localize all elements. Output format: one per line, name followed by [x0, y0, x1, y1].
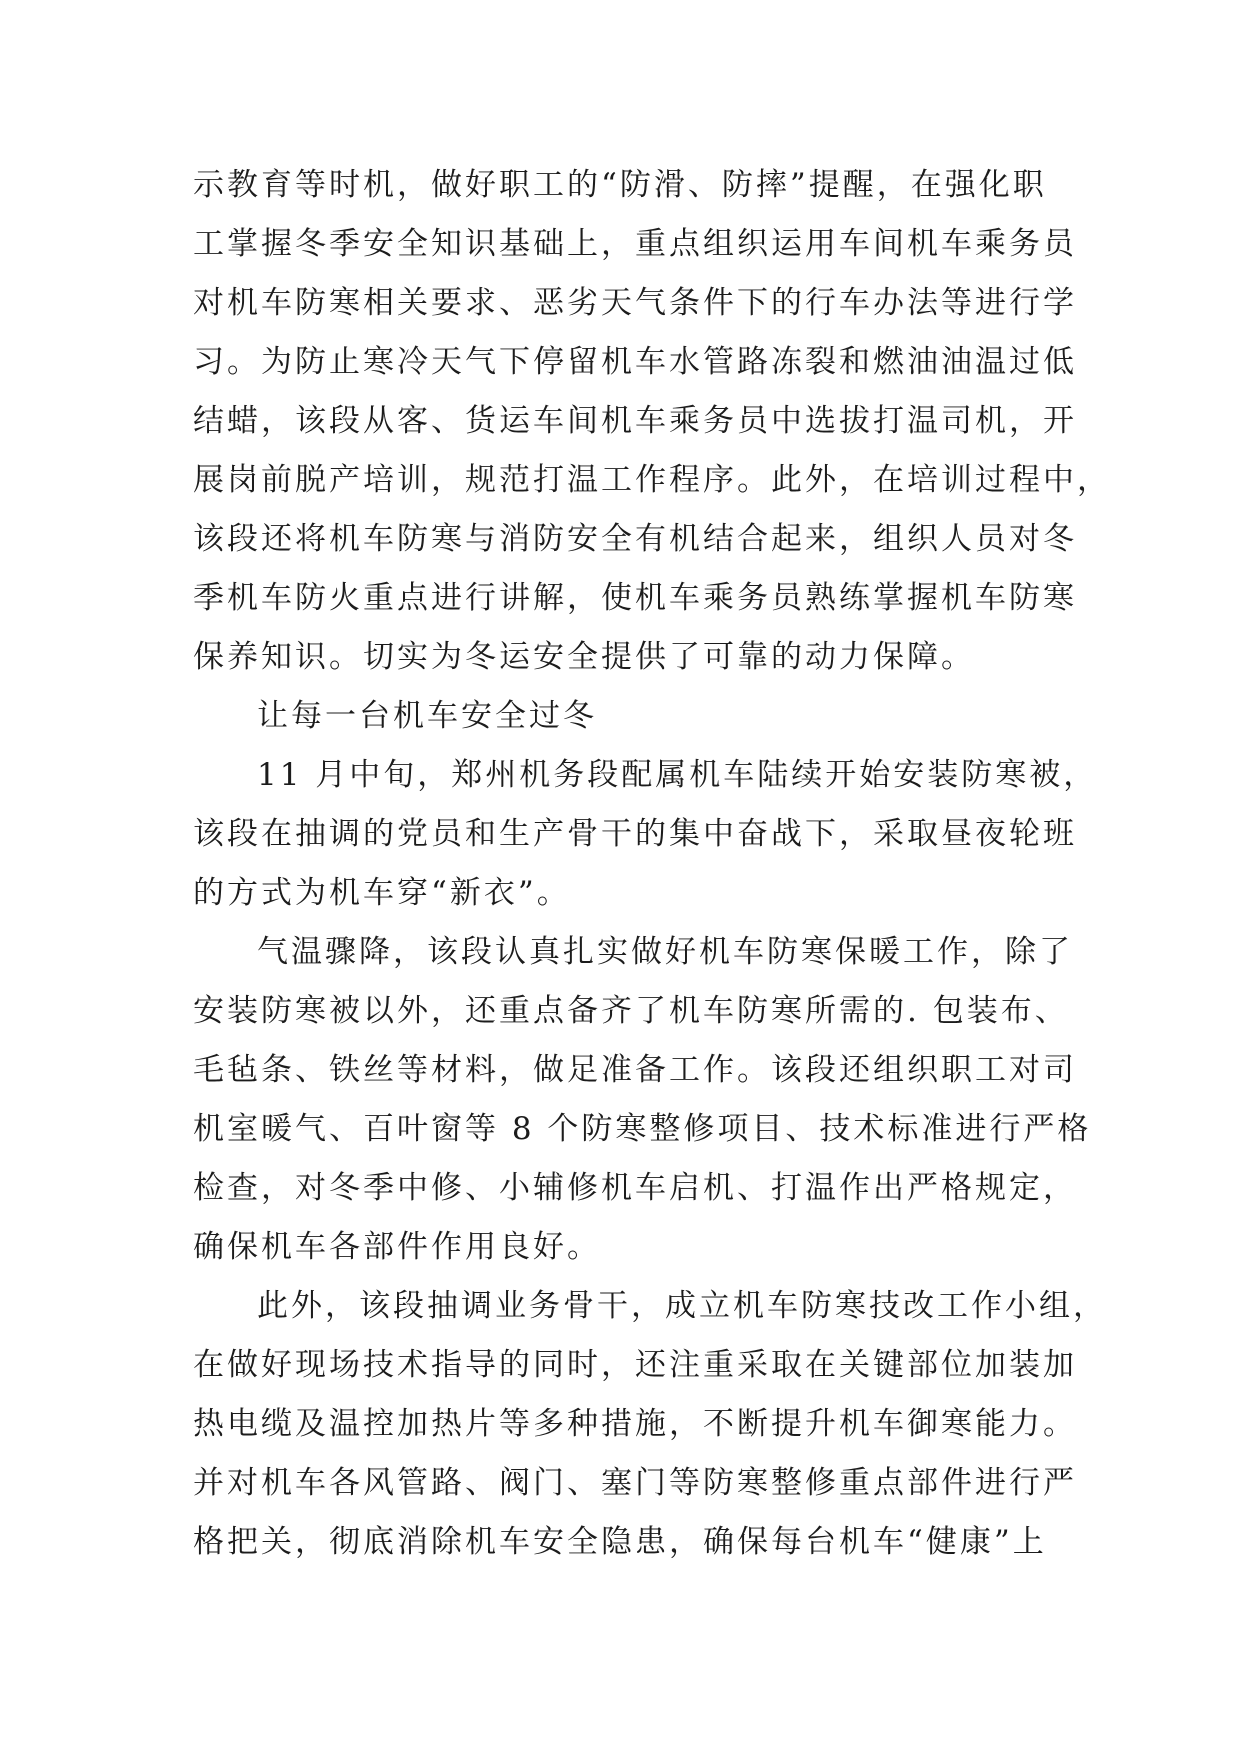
- text-line: 检查，对冬季中修、小辅修机车启机、打温作出严格规定，: [193, 1170, 1077, 1206]
- text-line: 毛毡条、铁丝等材料，做足准备工作。该段还组织职工对司: [193, 1052, 1077, 1088]
- text-line: 结蜡，该段从客、货运车间机车乘务员中选拔打温司机，开: [193, 403, 1077, 439]
- text-line: 展岗前脱产培训，规范打温工作程序。此外，在培训过程中，: [193, 462, 1111, 498]
- paragraph-first-line: 11 月中旬，郑州机务段配属机车陆续开始安装防寒被，: [257, 757, 1098, 793]
- text-line: 习。为防止寒冷天气下停留机车水管路冻裂和燃油油温过低: [193, 344, 1077, 380]
- text-line: 的方式为机车穿“新衣”。: [193, 875, 571, 911]
- paragraph-first-line: 此外，该段抽调业务骨干，成立机车防寒技改工作小组，: [257, 1288, 1107, 1324]
- paragraph-first-line: 气温骤降，该段认真扎实做好机车防寒保暖工作，除了: [257, 934, 1073, 970]
- text-line: 工掌握冬季安全知识基础上，重点组织运用车间机车乘务员: [193, 226, 1077, 262]
- paragraph-first-line: 让每一台机车安全过冬: [257, 698, 597, 734]
- text-line: 对机车防寒相关要求、恶劣天气条件下的行车办法等进行学: [193, 285, 1077, 321]
- text-line: 机室暖气、百叶窗等 8 个防寒整修项目、技术标准进行严格: [193, 1111, 1092, 1147]
- text-line: 确保机车各部件作用良好。: [193, 1229, 601, 1265]
- text-line: 季机车防火重点进行讲解，使机车乘务员熟练掌握机车防寒: [193, 580, 1077, 616]
- text-line: 安装防寒被以外，还重点备齐了机车防寒所需的. 包装布、: [193, 993, 1069, 1029]
- text-line: 热电缆及温控加热片等多种措施，不断提升机车御寒能力。: [193, 1406, 1077, 1442]
- text-line: 并对机车各风管路、阀门、塞门等防寒整修重点部件进行严: [193, 1465, 1077, 1501]
- text-line: 示教育等时机，做好职工的“防滑、防摔”提醒，在强化职: [193, 167, 1047, 203]
- document-body: [193, 156, 1111, 1572]
- text-line: 格把关，彻底消除机车安全隐患，确保每台机车“健康”上: [193, 1524, 1047, 1560]
- text-line: 该段在抽调的党员和生产骨干的集中奋战下，采取昼夜轮班: [193, 816, 1077, 852]
- text-line: 保养知识。切实为冬运安全提供了可靠的动力保障。: [193, 639, 975, 675]
- text-line: 该段还将机车防寒与消防安全有机结合起来，组织人员对冬: [193, 521, 1077, 557]
- text-line: 在做好现场技术指导的同时，还注重采取在关键部位加装加: [193, 1347, 1077, 1383]
